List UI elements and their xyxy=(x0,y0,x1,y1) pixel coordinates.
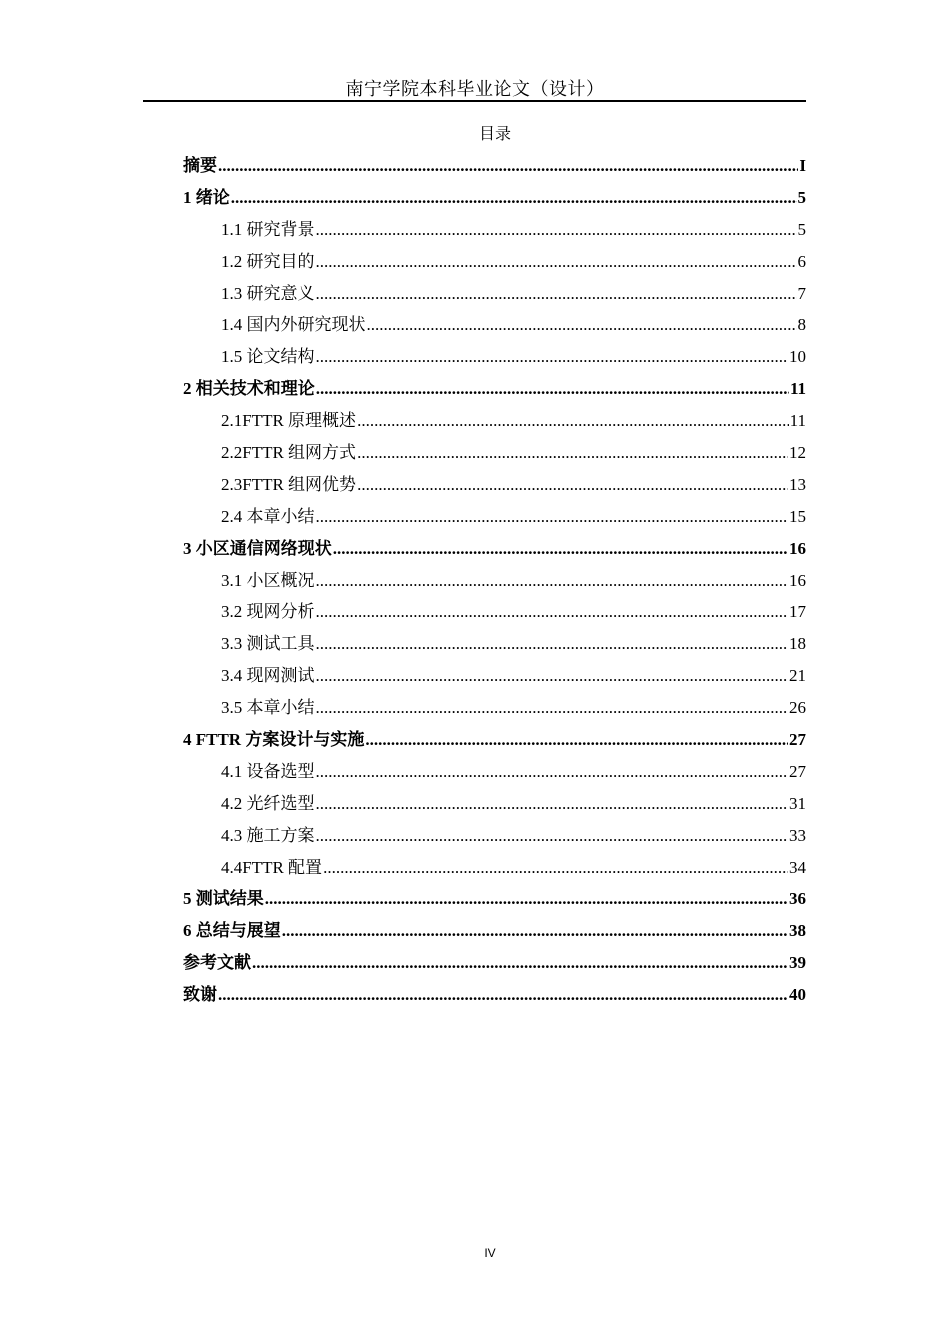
toc-entry-label: 4 FTTR 方案设计与实施 xyxy=(183,730,365,750)
toc-entry-label: 1.4 国内外研究现状 xyxy=(221,315,366,335)
dot-leader xyxy=(316,756,789,788)
dot-leader xyxy=(316,246,797,278)
toc-entry[interactable] xyxy=(183,596,806,628)
toc-entry[interactable] xyxy=(183,565,806,597)
toc-entry-page: 31 xyxy=(789,793,806,813)
toc-entry-page: 16 xyxy=(789,538,806,558)
toc-entry-page: 27 xyxy=(789,761,806,781)
toc-title: 目录 xyxy=(478,126,511,143)
dot-leader xyxy=(357,437,788,469)
toc-entry-label: 致谢 xyxy=(183,985,217,1005)
toc-entry[interactable] xyxy=(183,628,806,660)
toc-entry[interactable] xyxy=(183,278,806,310)
toc-entry[interactable] xyxy=(183,979,806,1011)
toc-entry-page: 10 xyxy=(789,347,806,367)
dot-leader xyxy=(316,373,789,405)
dot-leader xyxy=(316,341,789,373)
table-of-contents xyxy=(183,150,806,1011)
toc-entry-label: 参考文献 xyxy=(183,953,251,973)
toc-entry-label: 3.2 现网分析 xyxy=(221,602,315,622)
dot-leader xyxy=(367,309,797,341)
toc-entry-label: 2.4 本章小结 xyxy=(221,506,315,526)
toc-entry-page: 15 xyxy=(789,506,806,526)
toc-entry[interactable] xyxy=(183,405,806,437)
toc-entry-page: 7 xyxy=(797,283,806,303)
dot-leader xyxy=(218,979,788,1011)
toc-entry-page: 13 xyxy=(789,474,806,494)
toc-entry[interactable] xyxy=(183,692,806,724)
dot-leader xyxy=(316,692,789,724)
toc-entry-label: 1.3 研究意义 xyxy=(221,283,315,303)
toc-entry[interactable] xyxy=(183,437,806,469)
toc-entry[interactable] xyxy=(183,788,806,820)
dot-leader xyxy=(357,405,789,437)
dot-leader xyxy=(282,915,788,947)
toc-entry-page: 26 xyxy=(789,698,806,718)
dot-leader xyxy=(323,852,788,884)
toc-entry[interactable] xyxy=(183,915,806,947)
toc-entry-label: 2.2FTTR 组网方式 xyxy=(221,443,357,463)
dot-leader xyxy=(231,182,797,214)
toc-entry-label: 3.5 本章小结 xyxy=(221,698,315,718)
toc-entry[interactable] xyxy=(183,533,806,565)
toc-entry-label: 2 相关技术和理论 xyxy=(183,379,315,399)
dot-leader xyxy=(316,278,797,310)
toc-entry[interactable] xyxy=(183,469,806,501)
dot-leader xyxy=(265,883,788,915)
toc-entry-page: 6 xyxy=(797,251,806,271)
toc-entry-page: 17 xyxy=(789,602,806,622)
toc-entry-label: 1 绪论 xyxy=(183,187,230,207)
dot-leader xyxy=(316,596,789,628)
toc-entry-label: 5 测试结果 xyxy=(183,889,264,909)
toc-entry-label: 4.1 设备选型 xyxy=(221,761,315,781)
toc-entry[interactable] xyxy=(183,150,806,182)
toc-entry-page: 36 xyxy=(789,889,806,909)
running-header: 南宁学院本科毕业论文（设计） xyxy=(345,79,605,99)
toc-entry-page: 33 xyxy=(789,825,806,845)
toc-entry-page: 40 xyxy=(789,985,806,1005)
dot-leader xyxy=(316,501,789,533)
toc-entry-label: 4.2 光纤选型 xyxy=(221,793,315,813)
toc-entry[interactable] xyxy=(183,883,806,915)
dot-leader xyxy=(316,628,789,660)
toc-entry-page: 34 xyxy=(789,857,806,877)
toc-entry-page: 5 xyxy=(797,219,806,239)
toc-entry[interactable] xyxy=(183,246,806,278)
toc-entry[interactable] xyxy=(183,501,806,533)
toc-entry[interactable] xyxy=(183,756,806,788)
header-divider xyxy=(143,100,806,102)
toc-entry-page: 38 xyxy=(789,921,806,941)
dot-leader xyxy=(316,565,789,597)
toc-entry[interactable] xyxy=(183,852,806,884)
toc-entry-page: 12 xyxy=(789,443,806,463)
toc-entry-label: 1.5 论文结构 xyxy=(221,347,315,367)
dot-leader xyxy=(218,150,798,182)
toc-entry-label: 2.1FTTR 原理概述 xyxy=(221,411,357,431)
toc-entry-page: 8 xyxy=(797,315,806,335)
toc-entry-label: 6 总结与展望 xyxy=(183,921,281,941)
toc-entry-page: 21 xyxy=(789,666,806,686)
toc-entry-label: 4.4FTTR 配置 xyxy=(221,857,323,877)
toc-entry-page: 11 xyxy=(789,411,806,431)
toc-entry-label: 1.2 研究目的 xyxy=(221,251,315,271)
toc-entry[interactable] xyxy=(183,820,806,852)
toc-entry-label: 摘要 xyxy=(183,156,217,175)
toc-entry-label: 3 小区通信网络现状 xyxy=(183,538,332,558)
toc-entry-page: 11 xyxy=(789,379,806,399)
toc-entry[interactable] xyxy=(183,341,806,373)
toc-entry-label: 3.3 测试工具 xyxy=(221,634,315,654)
toc-entry-page: 5 xyxy=(797,187,806,207)
toc-entry-page: I xyxy=(799,156,806,175)
dot-leader xyxy=(316,820,789,852)
toc-entry[interactable] xyxy=(183,214,806,246)
page-number: IV xyxy=(484,1246,496,1260)
toc-entry-label: 3.1 小区概况 xyxy=(221,570,315,590)
toc-entry[interactable] xyxy=(183,182,806,214)
toc-entry[interactable] xyxy=(183,373,806,405)
toc-entry[interactable] xyxy=(183,724,806,756)
toc-entry-page: 27 xyxy=(789,730,806,750)
toc-entry-label: 4.3 施工方案 xyxy=(221,825,315,845)
dot-leader xyxy=(333,533,788,565)
toc-entry-page: 16 xyxy=(789,570,806,590)
toc-entry[interactable] xyxy=(183,309,806,341)
toc-entry-label: 1.1 研究背景 xyxy=(221,219,315,239)
dot-leader xyxy=(316,660,789,692)
dot-leader xyxy=(357,469,788,501)
toc-entry-page: 39 xyxy=(789,953,806,973)
dot-leader xyxy=(252,947,788,979)
toc-entry[interactable] xyxy=(183,947,806,979)
toc-entry[interactable] xyxy=(183,660,806,692)
dot-leader xyxy=(365,724,788,756)
dot-leader xyxy=(316,788,789,820)
toc-entry-label: 3.4 现网测试 xyxy=(221,666,315,686)
toc-entry-label: 2.3FTTR 组网优势 xyxy=(221,474,357,494)
dot-leader xyxy=(316,214,797,246)
toc-entry-page: 18 xyxy=(789,634,806,654)
